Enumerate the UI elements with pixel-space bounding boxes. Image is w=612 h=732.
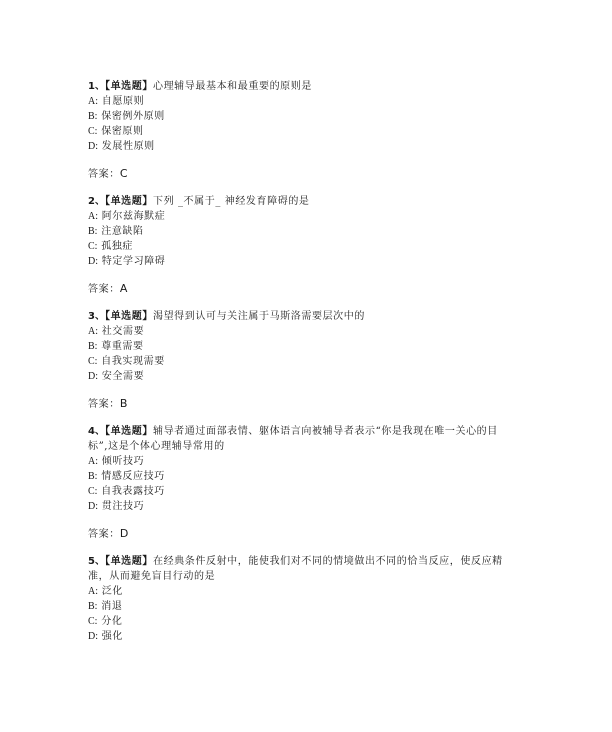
option-key: D: (88, 141, 98, 152)
answer-value: C (119, 167, 128, 180)
option-text: 保密例外原则 (101, 111, 165, 122)
question-type: 【单选题】 (104, 426, 153, 437)
option-text: 尊重需要 (101, 341, 144, 352)
option-key: B: (88, 341, 98, 352)
question-number: 5、 (88, 556, 105, 567)
option-key: B: (88, 601, 98, 612)
option-text: 消退 (101, 601, 123, 612)
option-key: D: (88, 631, 98, 642)
option-key: A: (88, 456, 98, 467)
question-number: 2、 (88, 196, 105, 207)
option-text: 阿尔兹海默症 (101, 211, 166, 222)
option-key: C: (88, 616, 98, 627)
option-c (88, 239, 512, 254)
question-stem (88, 79, 512, 94)
option-a (88, 454, 512, 469)
question-number: 1、 (88, 81, 105, 92)
option-key: B: (88, 471, 98, 482)
question-stem (88, 309, 512, 324)
question-4 (88, 424, 512, 542)
option-text: 自我表露技巧 (101, 486, 165, 497)
option-key: B: (88, 226, 98, 237)
option-c (88, 614, 512, 629)
option-text: 孤独症 (101, 241, 134, 252)
option-a (88, 94, 512, 109)
option-text: 自我实现需要 (101, 356, 165, 367)
option-text: 保密原则 (101, 126, 144, 137)
question-text: 心理辅导最基本和最重要的原则是 (152, 81, 312, 92)
question-stem (88, 424, 512, 454)
option-key: C: (88, 486, 98, 497)
question-type: 【单选题】 (104, 311, 153, 322)
option-key: A: (88, 586, 98, 597)
answer-value: D (119, 527, 129, 540)
option-text: 发展性原则 (101, 141, 155, 152)
question-5 (88, 554, 512, 644)
option-a (88, 324, 512, 339)
question-number: 3、 (88, 311, 105, 322)
option-key: A: (88, 326, 98, 337)
question-stem (88, 554, 512, 584)
option-text: 注意缺陷 (101, 226, 144, 237)
option-key: C: (88, 126, 98, 137)
option-a (88, 209, 512, 224)
option-key: A: (88, 96, 98, 107)
option-text: 强化 (101, 631, 123, 642)
option-key: C: (88, 241, 98, 252)
option-text: 倾听技巧 (101, 456, 145, 467)
answer-line (88, 526, 512, 542)
option-text: 情感反应技巧 (101, 471, 165, 482)
question-text: 在经典条件反射中，能使我们对不同的情境做出不同的恰当反应，使反应精准，从而避免盲目行动的是 (88, 556, 503, 582)
option-b (88, 224, 512, 239)
option-b (88, 109, 512, 124)
option-text: 泛化 (101, 586, 123, 597)
option-d (88, 139, 512, 154)
option-text: 社交需要 (101, 326, 145, 337)
answer-label: 答案： (88, 169, 120, 180)
question-type: 【单选题】 (104, 81, 153, 92)
question-3 (88, 309, 512, 412)
option-c (88, 484, 512, 499)
option-d (88, 499, 512, 514)
answer-label: 答案： (88, 399, 120, 410)
option-text: 分化 (101, 616, 123, 627)
option-c (88, 354, 512, 369)
answer-label: 答案： (88, 529, 120, 540)
question-text: 渴望得到认可与关注属于马斯洛需要层次中的 (152, 311, 365, 322)
option-key: D: (88, 371, 98, 382)
option-text: 安全需要 (101, 371, 145, 382)
question-text: 下列 _不属于_ 神经发育障碍的是 (152, 196, 310, 207)
option-key: D: (88, 256, 98, 267)
option-text: 特定学习障碍 (101, 256, 166, 267)
question-document (88, 79, 512, 644)
option-d (88, 254, 512, 269)
option-c (88, 124, 512, 139)
answer-line (88, 396, 512, 412)
answer-line (88, 281, 512, 297)
option-key: D: (88, 501, 98, 512)
question-text: 辅导者通过面部表情、躯体语言向被辅导者表示“你是我现在唯一关心的目标”,这是个体心理辅导常用的 (88, 426, 498, 452)
question-type: 【单选题】 (104, 556, 153, 567)
option-d (88, 369, 512, 384)
answer-label: 答案： (88, 284, 120, 295)
question-2 (88, 194, 512, 297)
answer-value: A (119, 282, 128, 295)
option-d (88, 629, 512, 644)
option-text: 自愿原则 (101, 96, 145, 107)
question-stem (88, 194, 512, 209)
option-key: B: (88, 111, 98, 122)
answer-value: B (119, 397, 128, 410)
option-b (88, 599, 512, 614)
option-key: C: (88, 356, 98, 367)
option-b (88, 469, 512, 484)
option-key: A: (88, 211, 98, 222)
question-number: 4、 (88, 426, 105, 437)
answer-line (88, 166, 512, 182)
question-type: 【单选题】 (104, 196, 153, 207)
option-b (88, 339, 512, 354)
option-text: 贯注技巧 (101, 501, 145, 512)
option-a (88, 584, 512, 599)
question-1 (88, 79, 512, 182)
